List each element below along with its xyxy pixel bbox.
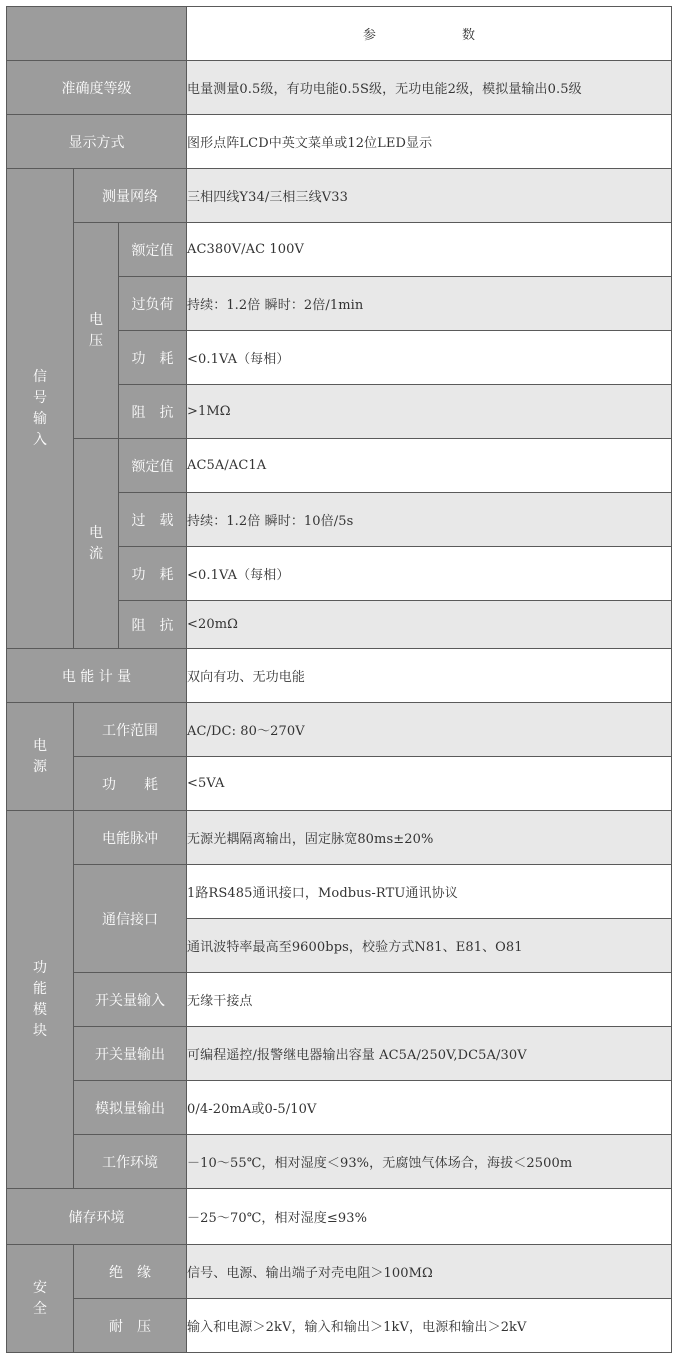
- row-value: <0.1VA（每相）: [187, 331, 672, 385]
- row-label: 过负荷: [119, 277, 187, 331]
- table-row: [7, 169, 672, 223]
- row-value: <0.1VA（每相）: [187, 547, 672, 601]
- row-label: 电能脉冲: [74, 811, 187, 865]
- row-value: AC380V/AC 100V: [187, 223, 672, 277]
- row-label: 阻 抗: [119, 601, 187, 649]
- row-value: AC5A/AC1A: [187, 439, 672, 493]
- group-label-text: 功能模块: [33, 959, 47, 1039]
- row-value: 可编程遥控/报警继电器输出容量 AC5A/250V,DC5A/30V: [187, 1027, 672, 1081]
- table-row: [7, 1135, 672, 1189]
- row-label: 功 耗: [74, 757, 187, 811]
- row-value: >1MΩ: [187, 385, 672, 439]
- subgroup-label-text: 电流: [89, 524, 103, 562]
- group-label-text: 电源: [33, 737, 47, 775]
- table-row: [7, 223, 672, 277]
- row-label: 储存环境: [7, 1189, 187, 1245]
- row-label: 工作环境: [74, 1135, 187, 1189]
- subgroup-label-text: 电压: [89, 311, 103, 349]
- group-label-function: [7, 811, 74, 1189]
- row-label: 过 载: [119, 493, 187, 547]
- group-label-signal: [7, 169, 74, 649]
- group-label-supply: [7, 703, 74, 811]
- row-label: 准确度等级: [7, 61, 187, 115]
- table-row: [7, 439, 672, 493]
- row-value: 通讯波特率最高至9600bps，校验方式N81、E81、O81: [187, 919, 672, 973]
- row-label: 电 能 计 量: [7, 649, 187, 703]
- row-value: 持续：1.2倍 瞬时：2倍/1min: [187, 277, 672, 331]
- row-value: 0/4-20mA或0-5/10V: [187, 1081, 672, 1135]
- table-row: [7, 1245, 672, 1299]
- row-value: 信号、电源、输出端子对壳电阻＞100MΩ: [187, 1245, 672, 1299]
- row-value: 无缘干接点: [187, 973, 672, 1027]
- row-label: 工作范围: [74, 703, 187, 757]
- row-value: 双向有功、无功电能: [187, 649, 672, 703]
- header-value-cell: 参 数: [187, 7, 672, 61]
- row-label: 模拟量输出: [74, 1081, 187, 1135]
- spec-table: [6, 6, 672, 1353]
- row-label: 功 耗: [119, 331, 187, 385]
- row-label: 额定值: [119, 439, 187, 493]
- table-row: [7, 703, 672, 757]
- row-label: 耐 压: [74, 1299, 187, 1353]
- table-row: [7, 973, 672, 1027]
- row-label: 额定值: [119, 223, 187, 277]
- header-label-cell: [7, 7, 187, 61]
- row-label: 开关量输入: [74, 973, 187, 1027]
- table-row: [7, 811, 672, 865]
- row-value: 持续：1.2倍 瞬时：10倍/5s: [187, 493, 672, 547]
- row-value: －10～55℃，相对湿度＜93%，无腐蚀气体场合，海拔＜2500m: [187, 1135, 672, 1189]
- row-value: 无源光耦隔离输出，固定脉宽80ms±20%: [187, 811, 672, 865]
- table-row: [7, 757, 672, 811]
- row-value: 图形点阵LCD中英文菜单或12位LED显示: [187, 115, 672, 169]
- row-value: 电量测量0.5级，有功电能0.5S级，无功电能2级，模拟量输出0.5级: [187, 61, 672, 115]
- row-value: 1路RS485通讯接口，Modbus-RTU通讯协议: [187, 865, 672, 919]
- group-label-safety: [7, 1245, 74, 1353]
- row-label: 功 耗: [119, 547, 187, 601]
- group-label-text: 信号输入: [33, 368, 47, 448]
- table-row: [7, 1081, 672, 1135]
- subgroup-label-voltage: [74, 223, 119, 439]
- table-row: [7, 649, 672, 703]
- table-row: [7, 1189, 672, 1245]
- row-label: 显示方式: [7, 115, 187, 169]
- row-value: 三相四线Y34/三相三线V33: [187, 169, 672, 223]
- row-value: <5VA: [187, 757, 672, 811]
- row-label: 绝 缘: [74, 1245, 187, 1299]
- row-label: 阻 抗: [119, 385, 187, 439]
- table-row: [7, 115, 672, 169]
- row-value: 输入和电源＞2kV，输入和输出＞1kV，电源和输出＞2kV: [187, 1299, 672, 1353]
- table-row: [7, 61, 672, 115]
- row-label: 通信接口: [74, 865, 187, 973]
- group-label-text: 安全: [33, 1279, 47, 1317]
- row-value: AC/DC: 80～270V: [187, 703, 672, 757]
- row-label: 测量网络: [74, 169, 187, 223]
- table-row: [7, 1299, 672, 1353]
- row-value: －25～70℃，相对湿度≤93%: [187, 1189, 672, 1245]
- table-row: [7, 1027, 672, 1081]
- subgroup-label-current: [74, 439, 119, 649]
- table-row: [7, 865, 672, 919]
- table-header-row: [7, 7, 672, 61]
- row-value: <20mΩ: [187, 601, 672, 649]
- row-label: 开关量输出: [74, 1027, 187, 1081]
